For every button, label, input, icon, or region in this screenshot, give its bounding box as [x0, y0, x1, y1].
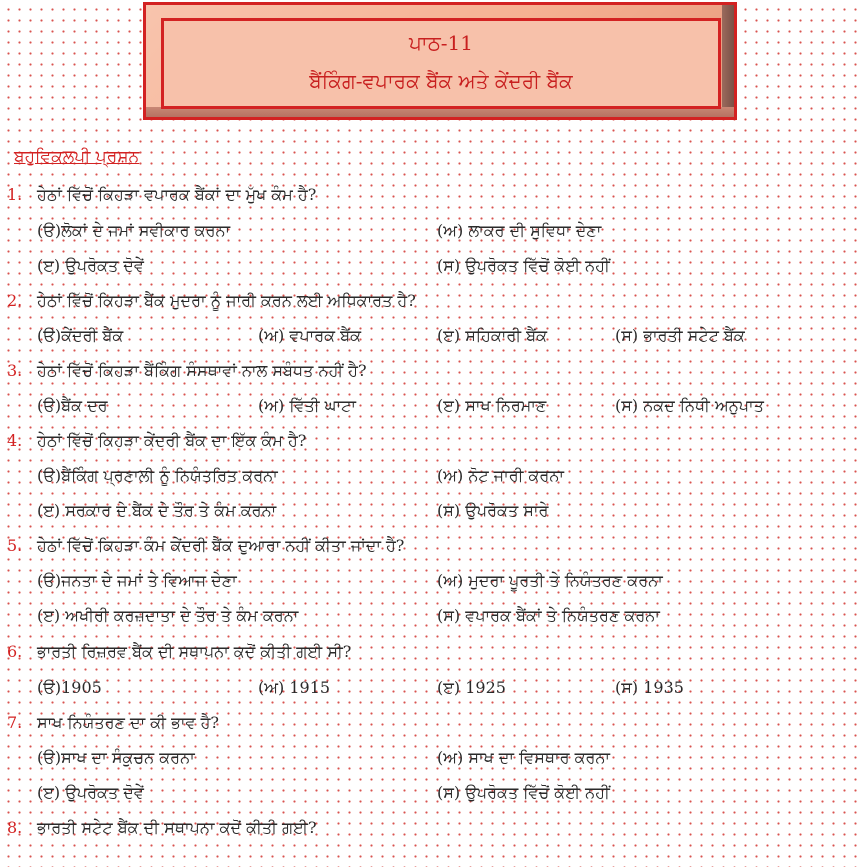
options-row [0, 566, 863, 596]
question-text: ਸਾਖ ਨਿਯੰਤਰਣ ਦਾ ਕੀ ਭਾਵ ਹੈ? [37, 713, 219, 732]
options-row [0, 216, 863, 246]
question-number: 5. [7, 536, 23, 555]
question-number: 2. [7, 291, 23, 310]
question-number: 8. [7, 818, 23, 837]
option-d: (ਸ) 1935 [615, 678, 684, 697]
question-text: ਹੇਠਾਂ ਵਿੱਚੋਂ ਕਿਹੜਾ ਬੈਂਕ ਮੁਦਰਾ ਨੂੰ ਜਾਰੀ ਕਰਨ ਲਈ ਅਧਿਕਾਰਤ ਹੈ? [37, 291, 416, 310]
option-d: (ਸ) ਵਪਾਰਕ ਬੈਂਕਾਂ ਤੇ ਨਿਯੰਤਰਣ ਕਰਨਾ [437, 606, 660, 625]
question-number: 7. [7, 713, 23, 732]
question-row [0, 708, 863, 738]
option-c: (ੲ) ਸਾਖ ਨਿਰਮਾਣ [437, 396, 547, 415]
question-number: 3. [7, 361, 23, 380]
options-row [0, 321, 863, 351]
question-text: ਭਾਰਤੀ ਸਟੇਟ ਬੈਂਕ ਦੀ ਸਥਾਪਨਾ ਕਦੋਂ ਕੀਤੀ ਗਈ? [37, 818, 317, 837]
question-text: ਹੇਠਾਂ ਵਿੱਚੋਂ ਕਿਹੜਾ ਬੈਂਕਿੰਗ ਸੰਸਥਾਵਾਂ ਨਾਲ ਸਬੰਧਤ ਨਹੀਂ ਹੈ? [37, 361, 367, 380]
options-row [0, 391, 863, 421]
question-text: ਹੇਠਾਂ ਵਿੱਚੋਂ ਕਿਹੜਾ ਕੇਂਦਰੀ ਬੈਂਕ ਦਾ ਇੱਕ ਕੰਮ ਹੈ? [37, 431, 307, 450]
question-text: ਭਾਰਤੀ ਰਿਜ਼ਰਵ ਬੈਂਕ ਦੀ ਸਥਾਪਨਾ ਕਦੋਂ ਕੀਤੀ ਗਈ ਸੀ? [37, 642, 352, 661]
option-a: (ੳ)ਜਨਤਾ ਦੇ ਜਮਾਂ ਤੇ ਵਿਆਜ ਦੇਣਾ [37, 571, 237, 590]
option-b: (ਅ) ਵਿੱਤੀ ਘਾਟਾ [258, 396, 356, 415]
option-a: (ੳ)ਲੋਕਾਂ ਦੇ ਜਮਾਂ ਸਵੀਕਾਰ ਕਰਨਾ [37, 221, 231, 240]
option-d: (ਸ) ਉਪਰੋਕਤ ਵਿੱਚੋਂ ਕੋਈ ਨਹੀਂ [437, 783, 610, 802]
section-heading: ਬਹੁਵਿਕਲਪੀ ਪ੍ਰਸ਼ਨ [14, 147, 140, 167]
question-number: 6. [7, 642, 23, 661]
option-a: (ੳ)ਬੈਂਕਿੰਗ ਪ੍ਰਣਾਲੀ ਨੂੰ ਨਿਯੰਤਰਿਤ ਕਰਨਾ [37, 466, 278, 485]
option-b: (ਅ) 1915 [258, 678, 331, 697]
option-a: (ੳ)ਕੇਂਦਰੀ ਬੈਂਕ [37, 326, 124, 345]
option-d: (ਸ) ਉਪਰੋਕਤ ਸਾਰੇ [437, 501, 549, 520]
question-text: ਹੇਠਾਂ ਵਿੱਚੋਂ ਕਿਹੜਾ ਕੰਮ ਕੇਂਦਰੀ ਬੈਂਕ ਦੁਆਰਾ ਨਹੀਂ ਕੀਤਾ ਜਾਂਦਾ ਹੈ? [37, 536, 405, 555]
option-c: (ੲ) ਉਪਰੋਕਤ ਦੋਵੇਂ [37, 256, 144, 275]
option-d: (ਸ) ਭਾਰਤੀ ਸਟੇਟ ਬੈਂਕ [615, 326, 745, 345]
option-c: (ੲ) ਅਖੀਰੀ ਕਰਜ਼ਦਾਤਾ ਦੇ ਤੌਰ ਤੇ ਕੰਮ ਕਰਨਾ [37, 606, 299, 625]
option-a: (ੳ)ਬੈਂਕ ਦਰ [37, 396, 108, 415]
options-row [0, 778, 863, 808]
option-d: (ਸ) ਨਕਦ ਨਿਧੀ ਅਨੁਪਾਤ [615, 396, 764, 415]
option-a: (ੳ)1905 [37, 678, 102, 697]
options-row [0, 461, 863, 491]
question-row [0, 426, 863, 456]
chapter-title: ਬੈਂਕਿੰਗ-ਵਪਾਰਕ ਬੈਂਕ ਅਤੇ ਕੇਂਦਰੀ ਬੈਂਕ [309, 69, 573, 93]
option-b: (ਅ) ਲਾਕਰ ਦੀ ਸੁਵਿਧਾ ਦੇਣਾ [437, 221, 602, 240]
options-row [0, 496, 863, 526]
question-row [0, 531, 863, 561]
question-row [0, 180, 863, 210]
question-row [0, 637, 863, 667]
option-b: (ਅ) ਵਪਾਰਕ ਬੈਂਕ [258, 326, 362, 345]
option-c: (ੲ) ਸਹਿਕਾਰੀ ਬੈਂਕ [437, 326, 548, 345]
options-row [0, 743, 863, 773]
chapter-number: ਪਾਠ-11 [409, 31, 473, 55]
options-row [0, 673, 863, 703]
question-row [0, 356, 863, 386]
option-b: (ਅ) ਸਾਖ ਦਾ ਵਿਸਥਾਰ ਕਰਨਾ [437, 748, 611, 767]
option-c: (ੲ) ਸਰਕਾਰ ਦੇ ਬੈਂਕ ਦੇ ਤੌਰ ਤੇ ਕੰਮ ਕਰਨਾ [37, 501, 277, 520]
question-text: ਹੇਠਾਂ ਵਿੱਚੋਂ ਕਿਹੜਾ ਵਪਾਰਕ ਬੈਂਕਾਂ ਦਾ ਮੁੱਖ ਕੰਮ ਹੈ? [37, 185, 317, 204]
options-row [0, 601, 863, 631]
option-a: (ੳ)ਸਾਖ ਦਾ ਸੰਕੁਚਨ ਕਰਨਾ [37, 748, 195, 767]
option-c: (ੲ) ਉਪਰੋਕਤ ਦੋਵੇਂ [37, 783, 144, 802]
question-row [0, 286, 863, 316]
question-number: 1. [7, 185, 23, 204]
option-b: (ਅ) ਮੁਦਰਾ ਪੂਰਤੀ ਤੇ ਨਿਯੰਤਰਣ ਕਰਨਾ [437, 571, 663, 590]
question-row [0, 813, 863, 843]
option-b: (ਅ) ਨੋਟ ਜਾਰੀ ਕਰਨਾ [437, 466, 564, 485]
options-row [0, 251, 863, 281]
option-c: (ੲ) 1925 [437, 678, 506, 697]
option-d: (ਸ) ਉਪਰੋਕਤ ਵਿੱਚੋਂ ਕੋਈ ਨਹੀਂ [437, 256, 610, 275]
question-number: 4. [7, 431, 23, 450]
